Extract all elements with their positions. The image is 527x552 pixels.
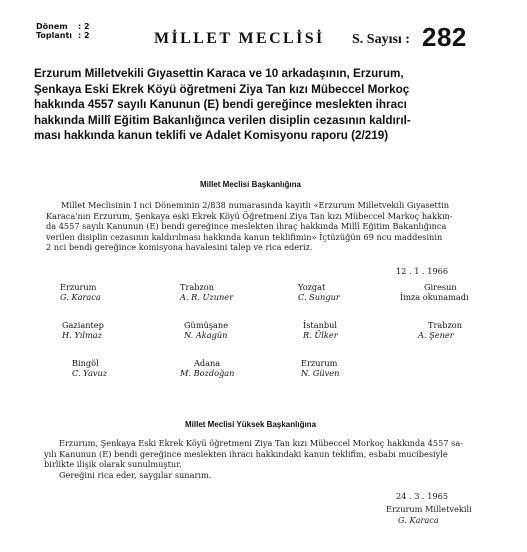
signature-block: Yozgat C. Sungur [298, 282, 340, 302]
donem-value: : 2 [78, 22, 90, 31]
toplanti-label: Toplantı [36, 31, 73, 40]
masthead-title: MİLLET MECLİSİ [154, 30, 325, 47]
section2-date: 24 . 3 . 1965 [396, 491, 449, 501]
title-line: ması hakkında kanun teklifi ve Adalet Komisyonu raporu (2/219) [34, 129, 389, 142]
signature-block: Trabzon A. R. Uzuner [180, 282, 234, 302]
title-line: hakkında 4557 sayılı Kanunun (E) bendi gereğince meslekten ihracı [34, 98, 407, 111]
donem-label: Dönem [36, 22, 68, 31]
session-meta [36, 22, 90, 40]
body-line: verilen disiplin cezasının kaldırılması hakkında kanun teklifimin» İçtüzüğün 69 ncu maddesinin [46, 231, 443, 242]
signature-block: Erzurum N. Güven [301, 358, 340, 378]
donem-row [36, 22, 90, 31]
signature-block: Trabzon A. Şener [418, 320, 463, 340]
body-line: 2 nci bendi gereğince komisyona havalesini talep ve rica ederiz. [46, 242, 313, 253]
signature-block: Giresun İmza okunamadı [400, 282, 469, 302]
signature-block: Adana M. Bozdoğan [180, 358, 235, 378]
sayisi-label: S. Sayısı : [352, 32, 410, 47]
title-line: Erzurum Milletvekili Gıyasettin Karaca ve 10 arkadaşının, Erzurum, [34, 67, 404, 80]
title-line: hakkında Millî Eğitim Bakanlığınca verilen disiplin cezasının kaldırıl- [34, 113, 411, 127]
signer-name: G. Karaca [398, 515, 439, 525]
signature-block: Bingöl C. Yavuz [72, 358, 108, 378]
signature-block: Erzurum G. Karaca [60, 282, 101, 302]
body-line: Millet Meclisinin I nci Döneminin 2/838 numarasında kayıtlı «Erzurum Milletvekili Gıyasettin [61, 200, 450, 210]
body-line: da 4557 sayılı Kanunun (E) bendi gereğince meslekten ihraç hakkında Millî Eğitim Bakanlığınca [46, 221, 447, 232]
signature-block: İstanbul R. Ülker [303, 320, 338, 340]
body-line: Gereğini rica eder, saygılar sunarım. [59, 469, 212, 480]
toplanti-row [36, 31, 90, 40]
toplanti-value: : 2 [78, 31, 90, 40]
sayisi-value: 282 [422, 22, 467, 52]
section2-heading: Millet Meclisi Yüksek Başkanlığına [185, 420, 317, 429]
signature-block: Gaziantep H. Yılmaz [62, 320, 104, 340]
body-line: birlikte ilişik olarak sunulmuştur. [44, 459, 182, 470]
signature-block: Gümüşane N. Akagün [184, 320, 229, 340]
body-line: Karaca'nın Erzurum, Şenkaya eski Ekrek Köyü Öğretmeni Ziya Tan kızı Mübeccel Markoç hakkın- [46, 210, 453, 221]
body-line: yılı Kanunun (E) bendi gereğince meslekten ihracı hakkındaki kanun teklifim, esbabı mucibesiyle [44, 448, 448, 459]
document-title [34, 66, 520, 144]
signer-place: Erzurum Milletvekili [386, 504, 472, 514]
section1-date: 12 . 1 . 1966 [396, 266, 449, 276]
title-line: Şenkaya Eski Ekrek Köyü öğretmeni Ziya Tan kızı Mübeccel Morkoç [34, 82, 410, 96]
section1-heading: Millet Meclisi Başkanlığına [200, 180, 301, 189]
section2-body [44, 438, 463, 480]
body-line: Erzurum, Şenkaya Eski Ekrek Köyü öğretmeni Ziya Tan kızı Mübeccel Morkoç hakkında 4557 sa- [59, 438, 463, 448]
section1-body [46, 200, 453, 253]
